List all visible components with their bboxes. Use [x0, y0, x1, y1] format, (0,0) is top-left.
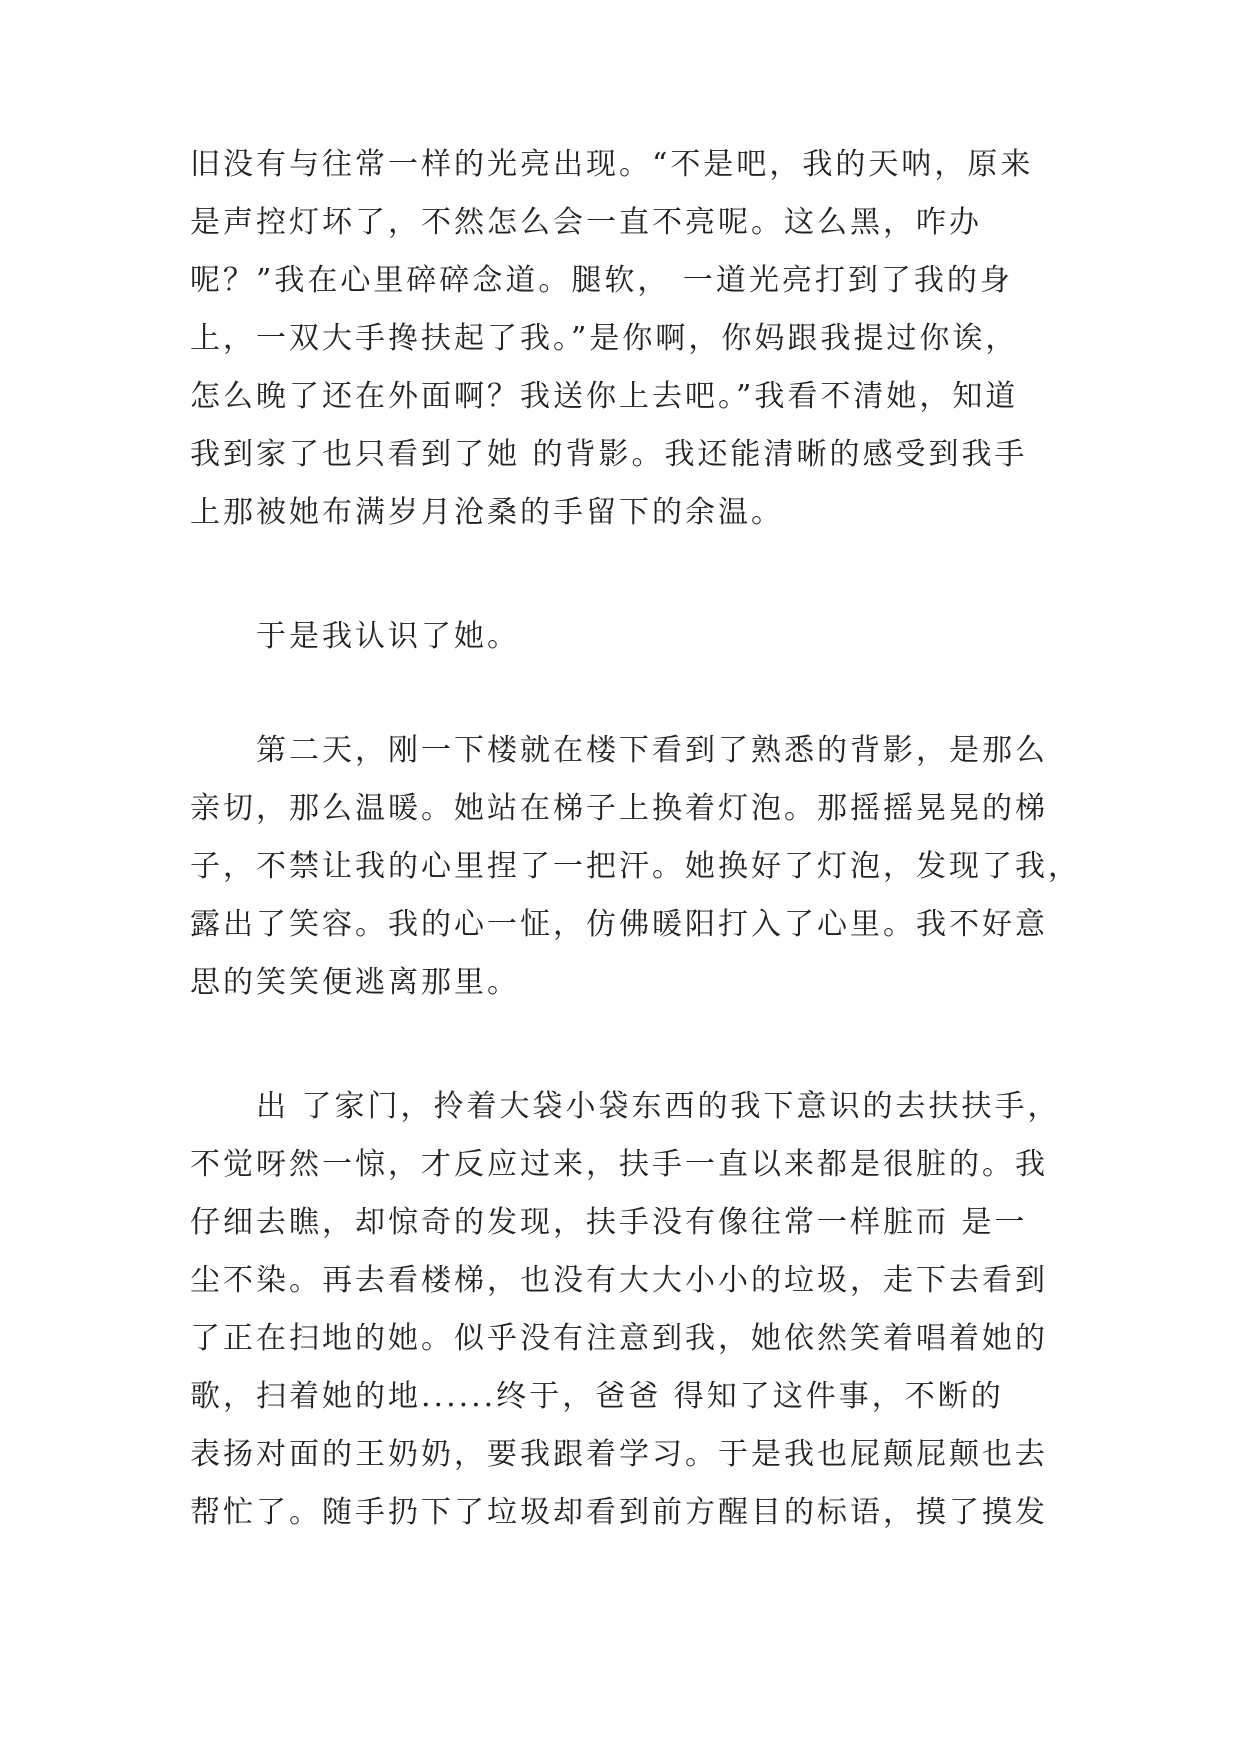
text-line: 出 了家门，拎着大袋小袋东西的我下意识的去扶扶手， — [256, 1089, 1061, 1124]
paragraph-2 — [190, 608, 1070, 666]
text-line: 我到家了也只看到了她 的背影。我还能清晰的感受到我手 — [190, 437, 1028, 472]
text-line: 思的笑笑便逃离那里。 — [190, 965, 520, 1000]
text-line: 怎么晚了还在外面啊？我送你上去吧。”我看不清她，知道 — [190, 379, 1019, 414]
text-line: 尘不染。再去看楼梯，也没有大大小小的垃圾，走下去看到 — [190, 1263, 1048, 1298]
text-line: 上，一双大手搀扶起了我。”是你啊，你妈跟我提过你诶， — [190, 321, 1019, 356]
paragraph-3 — [190, 722, 1081, 1012]
text-line: 表扬对面的王奶奶，要我跟着学习。于是我也屁颠屁颠也去 — [190, 1437, 1048, 1472]
text-line: 于是我认识了她。 — [256, 619, 520, 654]
text-line: 上那被她布满岁月沧桑的手留下的余温。 — [190, 495, 784, 530]
paragraph-1 — [190, 136, 1070, 542]
text-line: 不觉呀然一惊，才反应过来，扶手一直以来都是很脏的。我 — [190, 1147, 1048, 1182]
paragraph-4 — [190, 1078, 1070, 1542]
text-line: 仔细去瞧，却惊奇的发现，扶手没有像往常一样脏而 是一 — [190, 1205, 1028, 1240]
text-line: 第二天，刚一下楼就在楼下看到了熟悉的背影，是那么 — [256, 733, 1048, 768]
text-line: 亲切，那么温暖。她站在梯子上换着灯泡。那摇摇晃晃的梯 — [190, 791, 1048, 826]
text-line: 歌，扫着她的地......终于，爸爸 得知了这件事，不断的 — [190, 1379, 1004, 1414]
text-line: 帮忙了。随手扔下了垃圾却看到前方醒目的标语，摸了摸发 — [190, 1495, 1048, 1530]
text-line: 了正在扫地的她。似乎没有注意到我，她依然笑着唱着她的 — [190, 1321, 1048, 1356]
text-line: 是声控灯坏了，不然怎么会一直不亮呢。这么黑，咋办 — [190, 205, 982, 240]
text-line: 子，不禁让我的心里捏了一把汗。她换好了灯泡，发现了我， — [190, 849, 1081, 884]
text-line: 露出了笑容。我的心一怔，仿佛暖阳打入了心里。我不好意 — [190, 907, 1048, 942]
text-line: 呢？”我在心里碎碎念道。腿软， 一道光亮打到了我的身 — [190, 263, 1013, 298]
text-line: 旧没有与往常一样的光亮出现。“不是吧，我的天呐，原来 — [190, 147, 1034, 182]
